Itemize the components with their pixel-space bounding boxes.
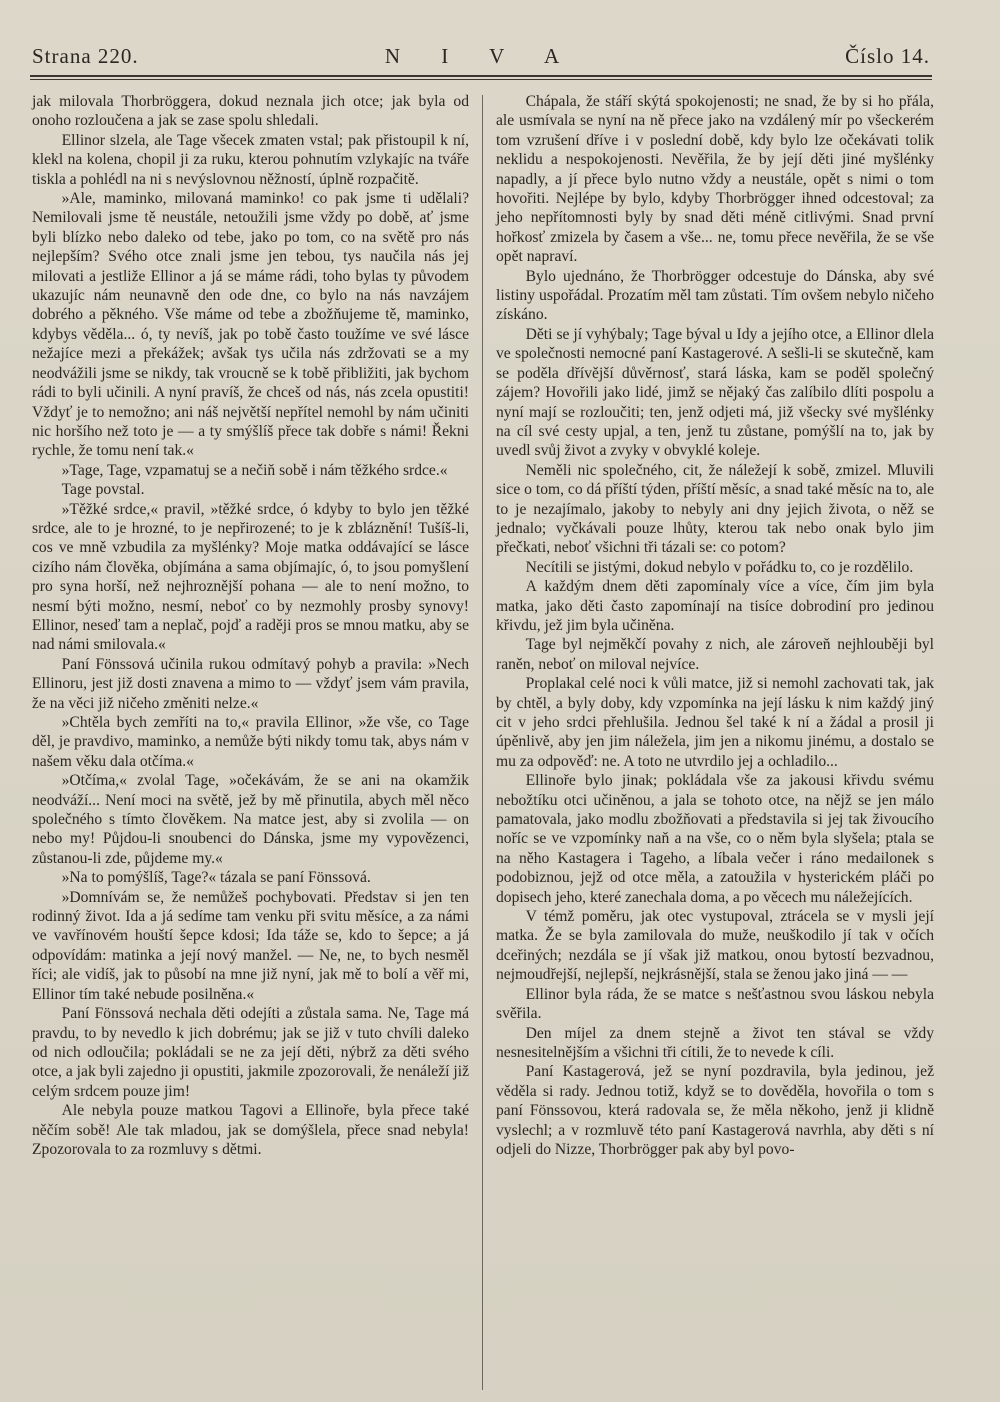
paragraph: Paní Kastagerová, jež se nyní pozdravila, byla jedinou, jež věděla si rady. Jednou totiž, když se to dověděla, hovořila o tom s paní Fönssovou, která radovala se, že měla někoho, jenž ji klidně vyslechl; a v rozmluvě této paní Kastagerová navrhla, aby děti s ní odjeli do Nizze, Thorbrögger pak aby byl povo- — [496, 1063, 934, 1158]
column-divider — [482, 95, 483, 1390]
paragraph: Ellinor byla ráda, že se matce s nešťastnou svou láskou nebyla svěřila. — [496, 985, 934, 1023]
paragraph: Paní Fönssová učinila rukou odmítavý pohyb a pravila: »Nech Ellinoru, jest již dosti znavena a mimo to — vždyť jsem vám pravila, že na věci již ničeho změniti nelze.« — [32, 655, 469, 712]
paragraph: Tage byl nejměkčí povahy z nich, ale zároveň nejhlouběji byl raněn, neboť on miloval nejvíce. — [496, 636, 934, 673]
paragraph: Děti se jí vyhýbaly; Tage býval u Idy a jejího otce, a Ellinor dlela ve společnosti nemocné paní Kastagerové. A sešli-li se skutečně, kam se poděla dřívější důvěrnosť, stará láska, kam se poděl společný zájem? Hovořili jako lidé, jimž se nějaký čas zalíbilo dlíti pospolu a nyní mají se rozloučiti; ten, jenž odjeti má, již všecky své myšlénky na cíl své cesty upjal, a ten, jenž tu zůstane, pomýšlí na to, jak by uvedl svůj život a zvyky v obvyklé koleje. — [496, 325, 934, 460]
paragraph: Tage povstal. — [61, 481, 145, 499]
paragraph: A každým dnem děti zapomínaly více a více, čím jim byla matka, jako děti často zapomínají na tisíce dobrodiní pro jedinou křivdu, jež jim byla učiněna. — [496, 578, 934, 634]
right-column — [496, 92, 934, 1159]
paragraph: »Ale, maminko, milovaná maminko! co pak jsme ti udělali? Nemilovali jsme tě neustále, netoužili jsme vždy po době, ať jsme byli blízko nebo daleko od tebe, jako po tom, co na světě pro nás nejlepším? Svého otce znali jsme jen tebou, tys naučila nás jej milovati a jestliže Ellinor a já se máme rádi, toho bylas ty původem ukazujíc nám neunavně den ode dne, co bylo na nás navzájem dobrého a pěkného. Vše máme od tebe a zbožňujeme tě, maminko, kdybys věděla... ó, ty nevíš, jak po tobě často toužíme ve své lásce nežajíce mezi a překážek; avšak tys učila nás zdržovati se a my neodvážili jsme se nikdy, tak vroucně se k tobě přibližiti, jak bychom rádi to byli učinili. A nyní pravíš, že chceš od nás, nás zcela opustiti! Vždyť je to nemožno; ani náš největší nepřítel nemohl by nám učiniti nic horšího než toto je — a ty smýšlíš přece tak dobře s námi! Řekni rychle, že tomu není tak.« — [32, 190, 469, 460]
magazine-title: N I V A — [384, 44, 578, 68]
page-number: Strana 220. — [32, 44, 139, 68]
paragraph: »Domnívám se, že nemůžeš pochybovati. Představ si jen ten rodinný život. Ida a já sedíme tam venku při svitu měsíce, a za námi ve vavřínovém houští šepce kdosi; Ida táže se, kdo to šepce; a já odpovídám: matinka a její nový manžel. — Ne, ne, to bych nesměl říci; ale vidíš, jak to působí na mne již nyní, jak mě to bolí a věř mi, Ellinor tím také nebude posilněna.« — [32, 888, 469, 1003]
paragraph: Ellinor slzela, ale Tage všecek zmaten vstal; pak přistoupil k ní, klekl na kolena, chopil ji za ruku, kterou pohnutím vzlykajíc na tváře tiskla a pohlédl na ni s nevýslovnou něžností, úplně rozpačitě. — [32, 131, 469, 188]
paragraph: V témž poměru, jak otec vystupoval, ztrácela se v mysli její matka. Že se byla zamilovala do muže, neuškodilo jí tak v očích dceřiných; nezdála se jí však již matkou, onou bytostí bezvadnou, nejmoudřejší, nejlepší, nejkrásnější, stala se ženou jako jiná — — — [496, 908, 934, 984]
paragraph: Den míjel za dnem stejně a život ten stával se vždy nesnesitelnějším a všichni tři cítili, že to nevede k cíli. — [496, 1024, 934, 1061]
header-rule — [30, 75, 932, 77]
header-rule-thin — [30, 79, 932, 80]
paragraph: »Chtěla bych zemříti na to,« pravila Ellinor, »že vše, co Tage děl, je pravdivo, maminko, a nemůže býti nikdy tomu tak, abys nám v našem věku dala otčíma.« — [32, 714, 469, 770]
paragraph: »Otčíma,« zvolal Tage, »očekávám, že se ani na okamžik neodváží... Není moci na světě, jež by mě přinutila, abych měl něco společného s tímto člověkem. Na matce jest, aby si zvolila — on nebo my! Půjdou-li snoubenci do Dánska, jsme my vypovězenci, zůstanou-li zde, půjdeme my.« — [32, 772, 469, 867]
paragraph: Bylo ujednáno, že Thorbrögger odcestuje do Dánska, aby své listiny uspořádal. Prozatím měl tam zůstati. Tím ovšem nebylo ničeho získáno. — [496, 267, 934, 324]
issue-number: Číslo 14. — [845, 44, 930, 68]
paragraph: Ale nebyla pouze matkou Tagovi a Ellinoře, byla přece také něčím sobě! Ale tak mladou, jak se domýšlela, přece snad nebyla! Zpozorovala to za rozmluvy s dětmi. — [32, 1102, 469, 1158]
paragraph: Paní Fönssová nechala děti odejíti a zůstala sama. Ne, Tage má pravdu, to by nevedlo k jich dobrému; jak se již v tuto chvíli daleko od nich odloučila; pokládali se ne za její děti, nýbrž za děti svého otce, a jak byli zajedno ji opustiti, jakmile zpozorovali, že nenáleží již celým srdcem pouze jim! — [32, 1005, 469, 1100]
paragraph: »Tage, Tage, vzpamatuj se a nečiň sobě i nám těžkého srdce.« — [61, 461, 448, 479]
paragraph: Ellinoře bylo jinak; pokládala vše za jakousi křivdu svému nebožtíku otci učiněnou, a jala se tohoto otce, na nějž se jen málo pamatovala, jako modlu zbožňovati a představila si jej tak živoucího noříc se ve vzpomínky naň a na vše, co o něm byla slyšela; ptala se na něho Kastagera i Tageho, a líbala večer i ráno medailonek s podobiznou, jejž od otce měla, a zatoužila v hysterickém pláči po dopisech jeho, které zanechala doma, a po věcech mu náležejících. — [496, 772, 934, 906]
paragraph: jak milovala Thorbröggera, dokud neznala jich otce; jak byla od onoho rozloučena a jak se zase spolu shledali. — [32, 93, 469, 130]
page-header — [32, 44, 930, 74]
paragraph: Neměli nic společného, cit, že náležejí k sobě, zmizel. Mluvili sice o tom, co dá příští týden, příští měsíc, a snad také měsíc na to, ale to je nezajímalo, jakoby to nebyly ani dny jejich života, o něž se jednalo; vyčkávali pouze lhůty, kterou tak nebo onak bylo jim přečkati, neboť všichni tři tázali se: co potom? — [496, 461, 934, 557]
left-column — [32, 92, 469, 1159]
paragraph: »Na to pomýšlíš, Tage?« tázala se paní Fönssová. — [61, 869, 371, 887]
paragraph: Proplakal celé noci k vůli matce, již si nemohl zachovati tak, jak by chtěl, a byly doby, kdy vzpomínka na její lásku k nim každý jiný cit v jeho srdci přehlušila. Jednou šel také k ní a žádal a prosil ji úpěnlivě, aby jen jim náležela, jim jen a nikomu jinému, a dostalo se mu za odpověď: ne. A toto ne utvrdilo jej a ochladilo... — [496, 675, 934, 770]
paragraph: »Těžké srdce,« pravil, »těžké srdce, ó kdyby to bylo jen těžké srdce, ale to je hrozné, to je nepřirozené; to je k zbláznění! Tušíš-li, cos ve mně vzbudila za myšlénky? Moje matka oddávající se lásce cizího nám člověka, objímána a sama objímajíc, ó, to jsou pomyšlení pro syna horší, než nejhroznější pohana — ale to není možno, to nesmí býti možno, nesmí, neboť co by nezmohly prosby synovy! Ellinor, neseď tam a neplač, pojď a raději pros se mnou matku, aby se nad námi smilovala.« — [32, 500, 469, 654]
paragraph: Chápala, že stáří skýtá spokojenosti; ne snad, že by si ho přála, ale usmívala se nyní na ně přece jako na vzdálený mír po všeckerém tom vzrušení dříve i v poslední době, kdy bylo lze očekávati tolik neklidu a nespokojenosti. Nevěřila, že by její děti jiné myšlénky napadly, a jí přece bylo nutno vždy a neustále, opět s nimi o tom hovořiti. Nejlépe by bylo, kdyby Thorbrögger ihned odcestoval; za jeho nepřítomnosti byly by snad děti méně citlivými. Snad první hořkosť zmizela by časem a vše... ne, tomu přece nevěřila, že se vše opět napraví. — [496, 93, 934, 266]
paragraph: Necítili se jistými, dokud nebylo v pořádku to, co je rozdělilo. — [525, 558, 914, 576]
